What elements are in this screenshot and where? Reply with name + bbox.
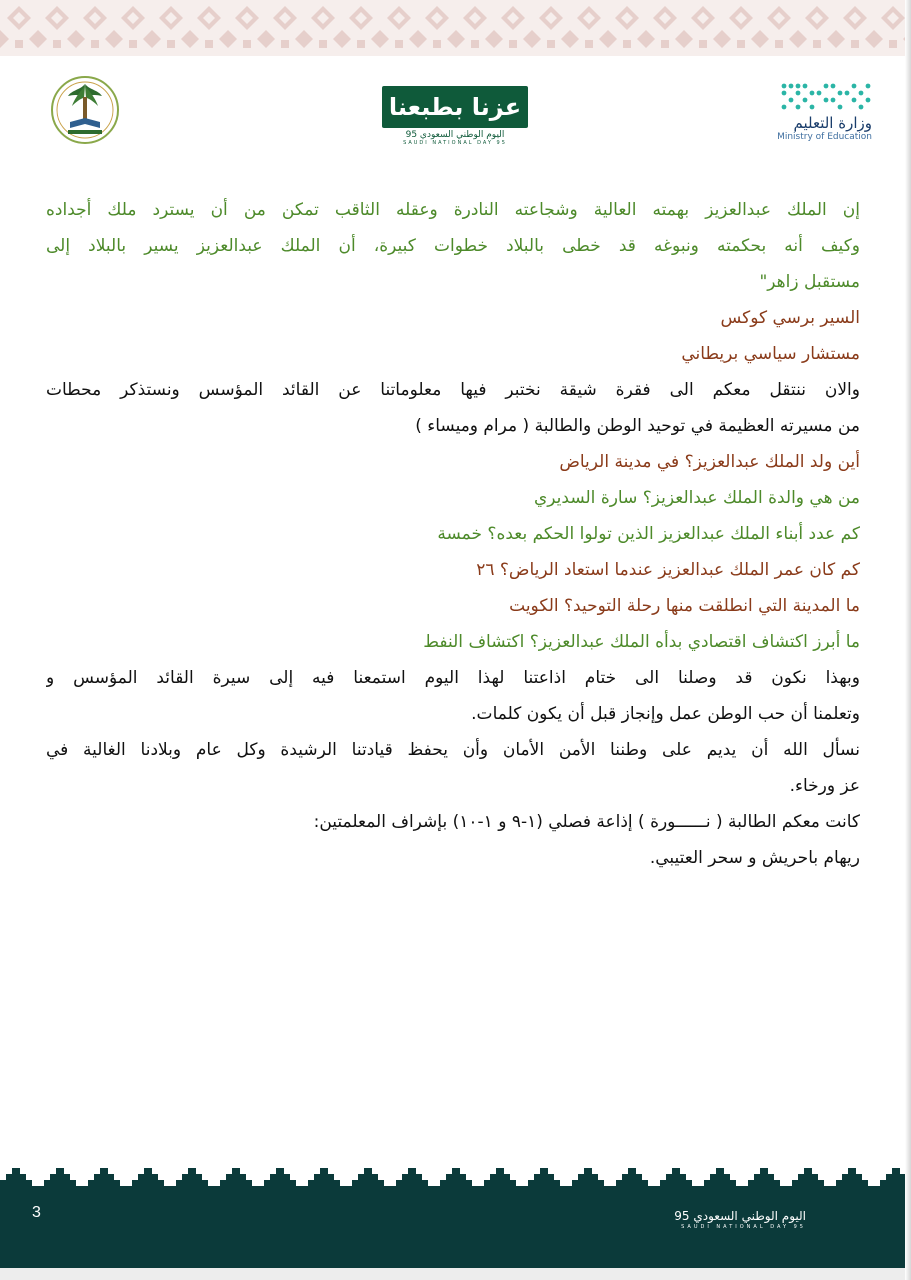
ministry-dots-icon [780,82,872,110]
page-edge-shadow [905,0,911,1280]
national-day-subtitle: اليوم الوطني السعودي 95 [405,130,505,140]
paragraph-line: وتعلمنا أن حب الوطن عمل وإنجاز قبل أن يكون كلمات. [471,704,860,724]
page-edge [0,1268,911,1280]
document-body [46,192,860,876]
top-decorative-pattern [0,0,911,56]
national-day-slogan: عزنا بطبعنا [382,86,528,128]
quote-author: السير برسي كوكس [720,308,860,328]
quiz-question: أين ولد الملك عبدالعزيز؟ في مدينة الرياض [559,452,860,472]
paragraph-line: مستقبل زاهر" [759,272,860,292]
quiz-question: من هي والدة الملك عبدالعزيز؟ سارة السديري [534,488,860,508]
quiz-question: كم عدد أبناء الملك عبدالعزيز الذين تولوا الحكم بعده؟ خمسة [437,524,860,544]
footer-logo-text-en: SAUDI NATIONAL DAY 95 [681,1224,806,1230]
ministry-logo [776,82,872,154]
quote-author-title: مستشار سياسي بريطاني [681,344,860,364]
quiz-question: ما المدينة التي انطلقت منها رحلة التوحيد؟ الكويت [509,596,860,616]
ministry-name-en: Ministry of Education [777,132,872,142]
national-day-logo [382,86,528,146]
quiz-question: كم كان عمر الملك عبدالعزيز عندما استعاد الرياض؟ ٢٦ [476,560,860,580]
paragraph-line: إن الملك عبدالعزيز بهمته العالية وشجاعته النادرة وعقله الثاقب تمكن من أن يسترد ملك أجداده [46,200,860,220]
paragraph-line: وكيف أنه بحكمته ونبوغه قد خطى بالبلاد خطوات كبيرة، أن الملك عبدالعزيز يسير بالبلاد إلى [46,236,860,256]
paragraph-line: وبهذا نكون قد وصلنا الى ختام اذاعتنا لهذا اليوم استمعنا فيه إلى سيرة القائد المؤسس و [46,668,860,688]
page-number: 3 [32,1204,41,1221]
footer-national-day-logo [618,1208,806,1230]
paragraph-line: عز ورخاء. [789,776,860,796]
paragraph-line: من مسيرته العظيمة في توحيد الوطن والطالبة ( مرام وميساء ) [415,416,860,436]
quiz-question: ما أبرز اكتشاف اقتصادي بدأه الملك عبدالعزيز؟ اكتشاف النفط [423,632,860,652]
paragraph-line: نسأل الله أن يديم على وطننا الأمن الأمان وأن يحفظ قيادتنا الرشيدة وكل عام وبلادنا الغالية في [46,740,860,760]
ministry-name-ar: وزارة التعليم [793,114,872,132]
paragraph-line: والان ننتقل معكم الى فقرة شيقة نختبر فيها معلوماتنا عن القائد المؤسس ونستذكر محطات [46,380,860,400]
footer-logo-text: اليوم الوطني السعودي 95 [674,1209,806,1223]
paragraph-line: كانت معكم الطالبة ( نــــــورة ) إذاعة فصلي (١-٩ و ١-١٠) بإشراف المعلمتين: [313,812,860,832]
national-day-subtitle-en: SAUDI NATIONAL DAY 95 [403,140,507,146]
school-logo [50,70,120,154]
paragraph-line: ريهام باحريش و سحر العتيبي. [649,848,860,868]
